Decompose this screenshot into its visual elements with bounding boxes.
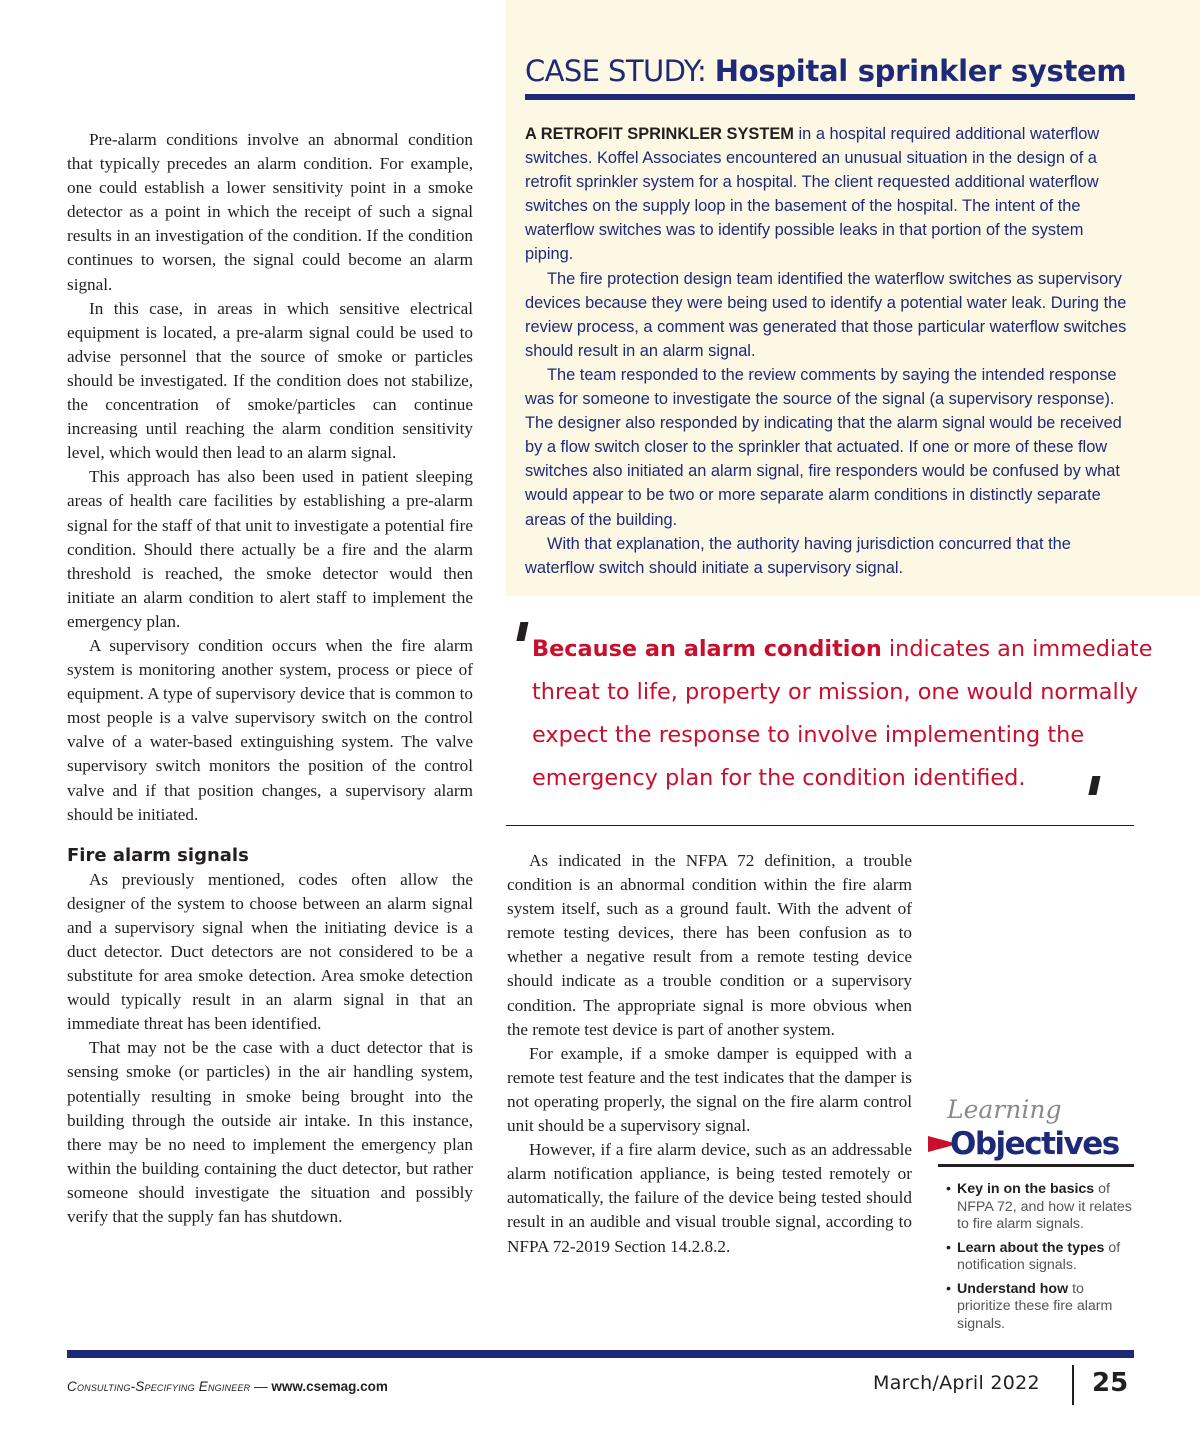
objective-text: of NFPA 72, and how it relates to fire alarm signals.	[957, 1181, 1132, 1232]
case-study-paragraph: The team responded to the review comments by saying the intended response was for someone to investigate the source of the signal (a supervisory response). The designer also responded by indicating that the alarm signal would be received by a flow switch closer to the sprinkler that actuated. If one or more of these flow switches also initiated an alarm signal, fire responders would be confused by what would appear to be two or more separate alarm conditions in distinctly separate areas of the building.	[525, 365, 1122, 529]
lead-in-caps: A RETROFIT SPRINKLER SYSTEM	[525, 125, 794, 143]
case-study-body	[525, 122, 1135, 580]
case-study-label: CASE STUDY:	[525, 54, 715, 88]
objective-bold: Learn about the types	[957, 1239, 1105, 1256]
objective-bold: Key in on the basics	[957, 1181, 1095, 1197]
case-study-title	[525, 54, 1135, 100]
objectives-list	[938, 1181, 1138, 1333]
learning-objectives	[938, 1096, 1138, 1339]
body-paragraph: A supervisory condition occurs when the fire alarm system is monitoring another system, process or piece of equipment. A type of supervisory device that is common to most people is a valve supervisory switch on the control valve of a water-based extinguishing system. The valve supervisory switch monitors the position of the control valve and if that position changes, a supervisory alarm should be initiated.	[67, 635, 473, 824]
body-paragraph: As indicated in the NFPA 72 definition, a trouble condition is an abnormal condition within the fire alarm system itself, such as a ground fault. With the advent of remote testing devices, there has been confusion as to whether a negative result from a remote testing device should indicate as a trouble condition or a supervisory condition. The appropriate signal is more obvious when the remote test device is part of another system.	[507, 851, 912, 1039]
objective-bold: Understand how	[957, 1280, 1069, 1297]
body-paragraph: For example, if a smoke damper is equipped with a remote test feature and the test indicates that the damper is not operating properly, the signal on the fire alarm control unit should be a supervisory signal.	[507, 1043, 912, 1136]
list-item	[938, 1281, 1138, 1334]
section-subhead: Fire alarm signals	[67, 844, 249, 866]
learning-label: Learning	[947, 1095, 1062, 1124]
footer-separator: —	[250, 1379, 272, 1394]
website-link[interactable]: www.csemag.com	[271, 1379, 388, 1394]
case-study-text: in a hospital required additional waterflow switches. Koffel Associates encountered an unusual situation in the design of a retrofit sprinkler system for a hospital. The client requested additional waterflow switches on the supply loop in the basement of the hospital. The intent of the waterflow switches was to identify possible leaks in that portion of the system piping.	[525, 125, 1100, 264]
close-quote-mark-icon: '	[1071, 762, 1111, 844]
case-study-paragraph: The fire protection design team identified the waterflow switches as supervisory devices because they were being used to identify a potential water leak. During the review process, a comment was generated that those particular waterflow switches should result in an alarm signal.	[525, 269, 1127, 360]
body-paragraph: This approach has also been used in patient sleeping areas of health care facilities by establishing a pre-alarm signal for the staff of that unit to investigate a potential fire condition. Should there actually be a fire and the alarm threshold is reached, the smoke detector would then initiate an alarm condition to alert staff to implement the emergency plan.	[67, 467, 473, 631]
open-quote-mark-icon: '	[499, 608, 539, 690]
body-paragraph: As previously mentioned, codes often allow the designer of the system to choose between an alarm signal and a supervisory signal when the initiating device is a duct detector. Duct detectors are not considered to be a substitute for area smoke detection. Area smoke detection would typically result in an alarm signal in that an immediate threat has been identified.	[67, 869, 473, 1034]
case-study-paragraph	[525, 122, 1135, 267]
body-paragraph: Pre-alarm conditions involve an abnormal condition that typically precedes an alarm condition. For example, one could establish a lower sensitivity point in a smoke detector as a point in which the receipt of such a signal results in an investigation of the condition. If the condition continues to worsen, the signal could become an alarm signal.	[67, 130, 473, 294]
footer-divider	[1072, 1365, 1074, 1405]
case-study-heading: Hospital sprinkler system	[714, 54, 1127, 88]
pull-quote-bold: Because an alarm condition	[532, 636, 882, 662]
pull-quote-text	[532, 628, 1172, 800]
objectives-label: Objectives	[950, 1126, 1119, 1162]
list-item	[938, 1240, 1138, 1275]
middle-column	[507, 849, 912, 1259]
objective-text: of notification signals.	[957, 1239, 1121, 1273]
pull-quote	[499, 608, 1153, 844]
list-item	[938, 1181, 1138, 1234]
case-study-paragraph: With that explanation, the authority having jurisdiction concurred that the waterflow switch should initiate a supervisory signal.	[525, 534, 1071, 577]
case-study-box	[506, 0, 1200, 596]
objectives-heading-row	[938, 1124, 1134, 1167]
page-number: 25	[1092, 1368, 1129, 1398]
left-column	[67, 128, 473, 1229]
objective-text: to prioritize these fire alarm signals.	[957, 1280, 1113, 1332]
body-paragraph: In this case, in areas in which sensitive electrical equipment is located, a pre-alarm signal could be used to advise personnel that the source of smoke or particles should be investigated. If the condition does not stabilize, the concentration of smoke/particles can continue increasing until reaching the alarm condition sensitivity level, which would then lead to an alarm signal.	[67, 298, 473, 463]
pull-quote-rest: indicates an immediate threat to life, property or mission, one would normally expect the response to involve implementing the emergency plan for the condition identified.	[532, 636, 1153, 791]
issue-date: March/April 2022	[873, 1372, 1040, 1394]
body-paragraph: However, if a fire alarm device, such as an addressable alarm notification appliance, is being tested remotely or automatically, the failure of the device being tested should result in an audible and visual trouble signal, according to NFPA 72-2019 Section 14.2.8.2.	[507, 1140, 912, 1256]
footer-bar	[67, 1350, 1134, 1358]
magazine-name: Consulting-Specifying Engineer	[67, 1379, 251, 1394]
body-paragraph: That may not be the case with a duct detector that is sensing smoke (or particles) in the air handling system, potentially resulting in smoke being brought into the building through the outside air intake. In this instance, there may be no need to implement the emergency plan within the building containing the duct detector, but rather someone should investigate the situation and possibly verify that the supply fan has shutdown.	[67, 1038, 473, 1227]
footer-credit	[67, 1379, 388, 1394]
